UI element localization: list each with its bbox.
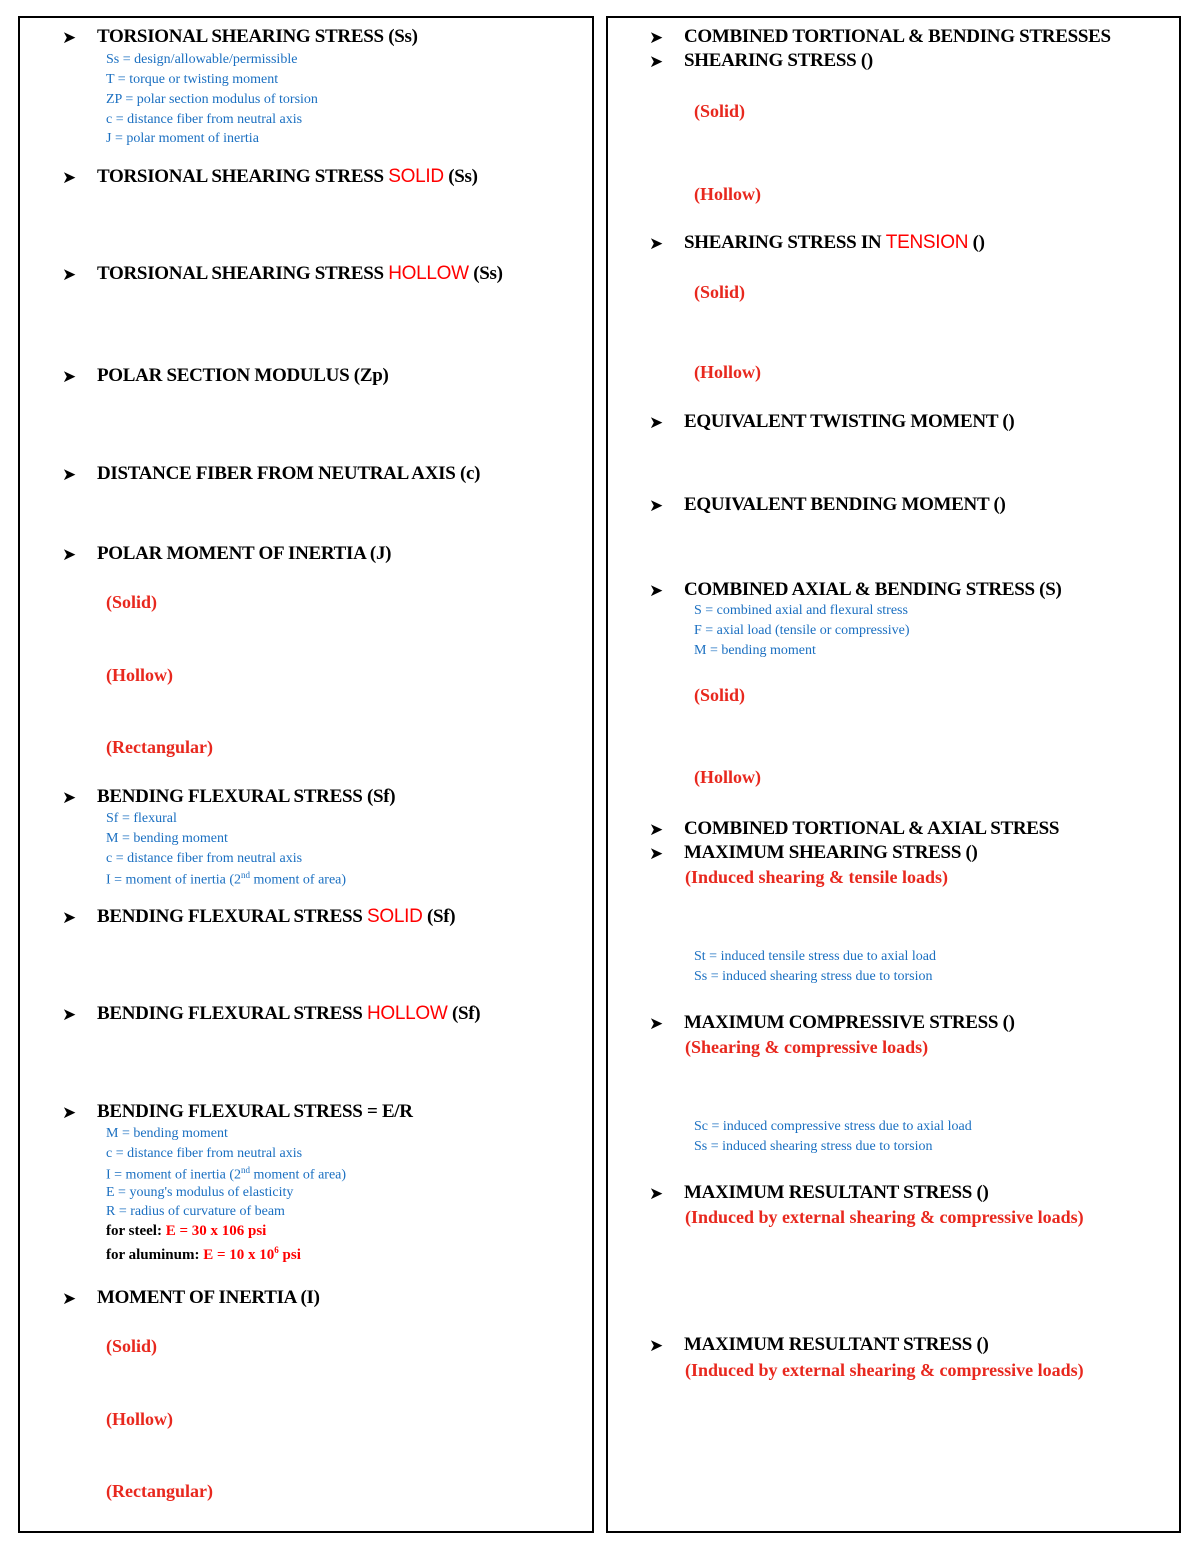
left-column (18, 16, 594, 1533)
variable-definition: T = torque or twisting moment (106, 72, 279, 87)
arrow-bullet-icon: ➤ (62, 28, 77, 48)
section-heading: COMBINED TORTIONAL & BENDING STRESSES (684, 26, 1111, 47)
section-heading: TORSIONAL SHEARING STRESS HOLLOW (Ss) (97, 263, 503, 284)
section-heading: COMBINED TORTIONAL & AXIAL STRESS (684, 818, 1060, 839)
variable-definition: S = combined axial and flexural stress (694, 603, 908, 618)
arrow-bullet-icon: ➤ (62, 1005, 77, 1025)
hollow-label: (Hollow) (694, 767, 761, 787)
load-description: (Shearing & compressive loads) (685, 1037, 929, 1057)
arrow-bullet-icon: ➤ (62, 465, 77, 485)
variable-definition: E = young's modulus of elasticity (106, 1185, 294, 1200)
variable-definition: I = moment of inertia (2nd moment of area) (106, 1165, 347, 1183)
arrow-bullet-icon: ➤ (649, 820, 664, 840)
section-heading: MAXIMUM RESULTANT STRESS () (684, 1182, 989, 1203)
load-description: (Induced shearing & tensile loads) (685, 867, 949, 887)
variable-definition: Sf = flexural (106, 811, 177, 826)
section-heading: BENDING FLEXURAL STRESS HOLLOW (Sf) (97, 1003, 481, 1024)
variable-definition: M = bending moment (694, 643, 816, 658)
solid-label: (Solid) (694, 101, 746, 121)
arrow-bullet-icon: ➤ (649, 581, 664, 601)
arrow-bullet-icon: ➤ (62, 545, 77, 565)
section-heading: SHEARING STRESS IN TENSION () (684, 232, 985, 253)
arrow-bullet-icon: ➤ (649, 1336, 664, 1356)
variable-definition: c = distance fiber from neutral axis (106, 112, 303, 127)
section-heading: TORSIONAL SHEARING STRESS (Ss) (97, 26, 418, 47)
variable-definition: F = axial load (tensile or compressive) (694, 623, 910, 638)
arrow-bullet-icon: ➤ (62, 367, 77, 387)
arrow-bullet-icon: ➤ (62, 265, 77, 285)
load-description: (Induced by external shearing & compressive loads) (685, 1360, 1084, 1380)
variable-definition: St = induced tensile stress due to axial load (694, 949, 936, 964)
section-heading: POLAR SECTION MODULUS (Zp) (97, 365, 389, 386)
variable-definition: M = bending moment (106, 831, 228, 846)
arrow-bullet-icon: ➤ (649, 52, 664, 72)
section-heading: SHEARING STRESS () (684, 50, 873, 71)
hollow-label: (Hollow) (106, 665, 173, 685)
variable-definition: R = radius of curvature of beam (106, 1204, 285, 1219)
arrow-bullet-icon: ➤ (62, 1289, 77, 1309)
hollow-label: (Hollow) (694, 184, 761, 204)
solid-label: (Solid) (106, 1336, 158, 1356)
variable-definition: Sc = induced compressive stress due to axial load (694, 1119, 972, 1134)
variable-definition: c = distance fiber from neutral axis (106, 851, 303, 866)
arrow-bullet-icon: ➤ (649, 844, 664, 864)
section-heading: MOMENT OF INERTIA (I) (97, 1287, 320, 1308)
hollow-label: (Hollow) (106, 1409, 173, 1429)
solid-label: (Solid) (694, 282, 746, 302)
section-heading: POLAR MOMENT OF INERTIA (J) (97, 543, 392, 564)
arrow-bullet-icon: ➤ (62, 168, 77, 188)
rectangular-label: (Rectangular) (106, 737, 213, 757)
section-heading: EQUIVALENT BENDING MOMENT () (684, 494, 1006, 515)
solid-label: (Solid) (106, 592, 158, 612)
arrow-bullet-icon: ➤ (649, 413, 664, 433)
variable-definition: Ss = induced shearing stress due to torsion (694, 1139, 933, 1154)
section-heading: DISTANCE FIBER FROM NEUTRAL AXIS (c) (97, 463, 481, 484)
arrow-bullet-icon: ➤ (62, 908, 77, 928)
aluminum-modulus-note: for aluminum: E = 10 x $10^6$ psi (106, 1245, 301, 1263)
arrow-bullet-icon: ➤ (649, 1014, 664, 1034)
hollow-label: (Hollow) (694, 362, 761, 382)
section-heading: BENDING FLEXURAL STRESS (Sf) (97, 786, 396, 807)
arrow-bullet-icon: ➤ (62, 1103, 77, 1123)
arrow-bullet-icon: ➤ (649, 234, 664, 254)
arrow-bullet-icon: ➤ (649, 28, 664, 48)
section-heading: MAXIMUM COMPRESSIVE STRESS () (684, 1012, 1015, 1033)
variable-definition: Ss = induced shearing stress due to torsion (694, 969, 933, 984)
section-heading: EQUIVALENT TWISTING MOMENT () (684, 411, 1015, 432)
section-heading: MAXIMUM SHEARING STRESS () (684, 842, 978, 863)
arrow-bullet-icon: ➤ (649, 1184, 664, 1204)
variable-definition: I = moment of inertia (2nd moment of area) (106, 870, 347, 888)
right-column (606, 16, 1181, 1533)
variable-definition: ZP = polar section modulus of torsion (106, 92, 318, 107)
section-heading: MAXIMUM RESULTANT STRESS () (684, 1334, 989, 1355)
section-heading: TORSIONAL SHEARING STRESS SOLID (Ss) (97, 166, 478, 187)
variable-definition: M = bending moment (106, 1126, 228, 1141)
section-heading: BENDING FLEXURAL STRESS SOLID (Sf) (97, 906, 456, 927)
steel-modulus-note: for steel: E = 30 x 106 psi (106, 1223, 267, 1239)
rectangular-label: (Rectangular) (106, 1481, 213, 1501)
section-heading: BENDING FLEXURAL STRESS = E/R (97, 1101, 413, 1122)
variable-definition: c = distance fiber from neutral axis (106, 1146, 303, 1161)
variable-definition: Ss = design/allowable/permissible (106, 52, 298, 67)
load-description: (Induced by external shearing & compressive loads) (685, 1207, 1084, 1227)
arrow-bullet-icon: ➤ (649, 496, 664, 516)
variable-definition: J = polar moment of inertia (106, 131, 259, 146)
arrow-bullet-icon: ➤ (62, 788, 77, 808)
solid-label: (Solid) (694, 685, 746, 705)
section-heading: COMBINED AXIAL & BENDING STRESS (S) (684, 579, 1062, 600)
